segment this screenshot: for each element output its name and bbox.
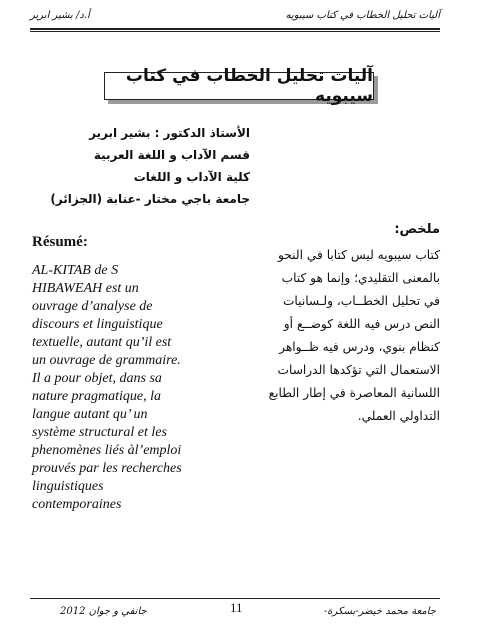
resume-line: un ouvrage de grammaire. (32, 353, 181, 368)
mulakhas-text (242, 244, 440, 428)
resume-line: HIBAWEAH est un (32, 281, 139, 296)
resume-line: discours et linguistique (32, 317, 163, 332)
mulakhas-line: الاستعمال التي تؤكدها الدراسات (277, 363, 440, 377)
resume-line: nature pragmatique, la (32, 389, 161, 404)
page-number: 11 (230, 600, 243, 615)
resume-line: Il a pour objet, dans sa (32, 371, 162, 386)
resume-line: phenomènes liés àl’emploi (32, 443, 182, 458)
resume-line: contemporaines (32, 497, 122, 512)
article-title: آليات تحليل الخطاب في كتاب سيبويه (104, 72, 374, 100)
resume-line: ouvrage d’analyse de (32, 299, 153, 314)
author-university: جامعة باجي مختار -عنابة (الجزائر) (50, 192, 250, 206)
footer-date: جانفي و جوان 2012 (60, 606, 147, 617)
author-department: قسم الآداب و اللغة العربية (93, 148, 250, 162)
resume-line: langue autant qu’ un (32, 407, 148, 422)
footer-rule (30, 598, 440, 599)
resume-label: Résumé: (32, 234, 88, 250)
author-block (40, 122, 250, 210)
header-author: أ.د/ بشير ابرير (30, 10, 90, 21)
mulakhas-line: التداولي العملي. (357, 409, 440, 423)
resume-line: prouvés par les recherches (32, 461, 182, 476)
resume-line: textuelle, autant qu’il est (32, 335, 172, 350)
header-title: آليات تحليل الخطاب في كتاب سيبويه (285, 10, 440, 21)
author-name: الأستاذ الدكتور : بشير ابرير (89, 126, 250, 140)
resume-line: AL-KITAB de S (32, 263, 119, 278)
mulakhas-line: في تحليل الخطــاب، ولـسانيات (282, 294, 440, 308)
mulakhas-line: كتاب سيبويه ليس كتابا في النحو (278, 248, 440, 262)
footer-university: جامعة محمد خيضر-بسكرة- (323, 606, 436, 617)
mulakhas-label: ملخص: (394, 222, 440, 237)
header-rule (30, 28, 440, 30)
mulakhas-line: النص درس فيه اللغة كوضــع أو (283, 317, 440, 331)
author-faculty: كلية الآداب و اللغات (133, 170, 250, 184)
header-rule-thin (30, 31, 440, 32)
mulakhas-line: بالمعنى التقليدي؛ وإنما هو كتاب (281, 271, 440, 285)
mulakhas-line: كنظام بنوي، ودرس فيه ظــواهر (279, 340, 440, 354)
mulakhas-line: اللسانية المعاصرة في إطار الطابع (268, 386, 440, 400)
resume-line: linguistiques (32, 479, 104, 494)
resume-line: système structural et les (32, 425, 167, 440)
resume-text (32, 262, 232, 514)
